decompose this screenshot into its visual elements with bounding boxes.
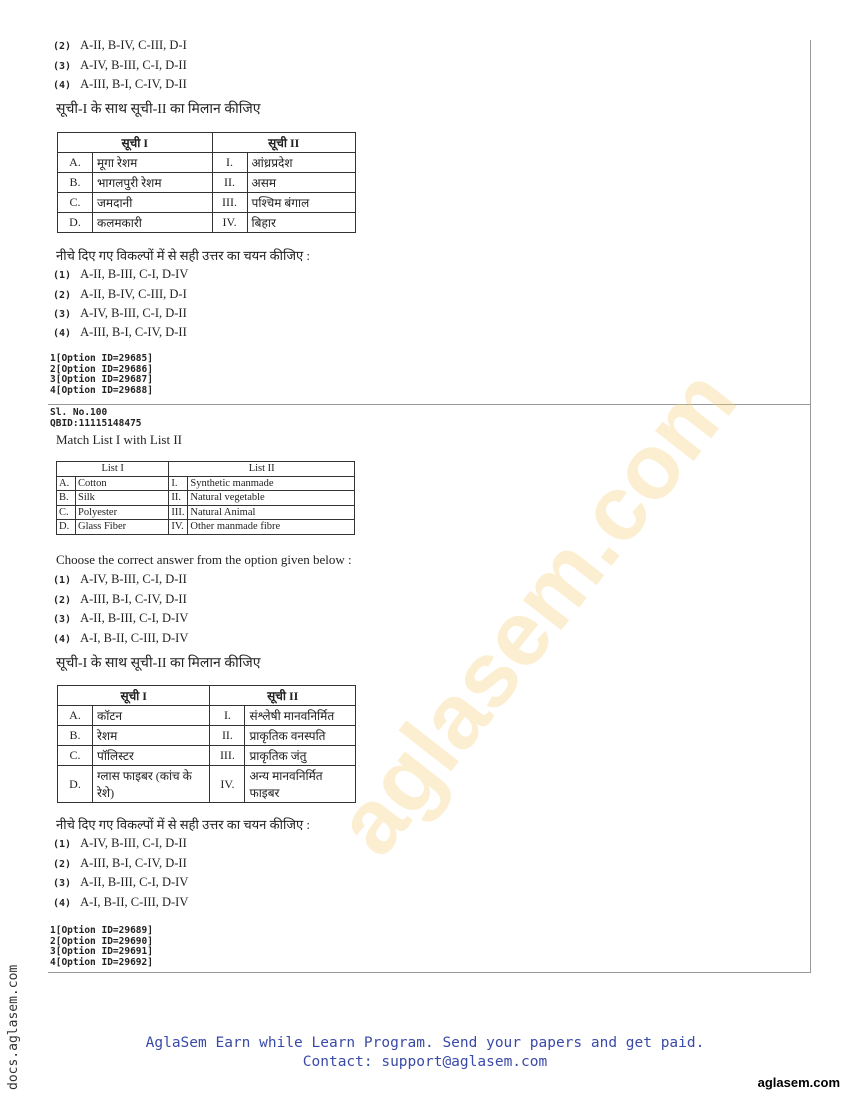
option-item: (3) A-IV, B-III, C-I, D-II	[53, 306, 187, 320]
option-item: (1) A-II, B-III, C-I, D-IV	[53, 267, 189, 281]
option-item: (1) A-IV, B-III, C-I, D-II	[53, 572, 187, 586]
option-item: (2) A-II, B-IV, C-III, D-I	[53, 287, 187, 301]
brand-logo-text[interactable]: aglasem.com	[757, 1075, 840, 1090]
question-prompt-hindi: सूची-I के साथ सूची-II का मिलान कीजिए	[56, 102, 261, 117]
option-item: (2) A-II, B-IV, C-III, D-I	[53, 38, 187, 52]
match-table-hindi: सूची I सूची II A. मूगा रेशम I. आंध्रप्रदेश B. भागलपुरी रेशम II. असम C. जमदानी III. पश्चिम बंगाल D. कलमकारी IV. बिहार	[57, 132, 356, 233]
option-item: (4) A-III, B-I, C-IV, D-II	[53, 77, 187, 91]
table-header: सूची II	[210, 686, 356, 706]
question-prompt-hindi: सूची-I के साथ सूची-II का मिलान कीजिए	[56, 656, 261, 671]
choose-prompt-hindi: नीचे दिए गए विकल्पों में से सही उत्तर का चयन कीजिए :	[56, 817, 311, 832]
table-header: सूची II	[212, 133, 355, 153]
option-item: (3) A-IV, B-III, C-I, D-II	[53, 58, 187, 72]
table-header: List I	[57, 462, 169, 477]
match-table-english: List I List II A. Cotton I. Synthetic manmade B. Silk II. Natural vegetable C. Polyester III. Natural Animal D. Glass Fiber IV. Other manmade fibre	[56, 461, 355, 535]
question-prompt-english: Match List I with List II	[56, 432, 183, 447]
watermark: aglasem.com	[316, 351, 756, 874]
table-header: सूची I	[58, 133, 213, 153]
side-url: docs.aglasem.com	[6, 964, 21, 1090]
match-table-hindi: सूची I सूची II A. कॉटन I. संश्लेषी मानवनिर्मित B. रेशम II. प्राकृतिक वनस्पति C. पॉलिस्टर III. प्राकृतिक जंतु D. ग्लास फाइबर (कांच के रेशे) IV. अन्य मानवनिर्मित फाइबर	[57, 685, 356, 803]
option-item: (1) A-IV, B-III, C-I, D-II	[53, 836, 187, 850]
option-item: (4) A-III, B-I, C-IV, D-II	[53, 325, 187, 339]
question-divider	[48, 404, 810, 405]
option-item: (2) A-III, B-I, C-IV, D-II	[53, 856, 187, 870]
option-item: (4) A-I, B-II, C-III, D-IV	[53, 895, 189, 909]
table-header: सूची I	[58, 686, 210, 706]
option-item: (2) A-III, B-I, C-IV, D-II	[53, 592, 187, 606]
footer-contact: Contact: support@aglasem.com	[302, 1054, 548, 1070]
option-item: (4) A-I, B-II, C-III, D-IV	[53, 631, 189, 645]
option-item: (3) A-II, B-III, C-I, D-IV	[53, 875, 189, 889]
option-id-list: 1[Option ID=29685] 2[Option ID=29686] 3[Option ID=29687] 4[Option ID=29688]	[50, 353, 153, 396]
choose-prompt-english: Choose the correct answer from the option given below :	[56, 552, 352, 567]
option-id-list: 1[Option ID=29689] 2[Option ID=29690] 3[Option ID=29691] 4[Option ID=29692]	[50, 925, 153, 968]
question-meta: Sl. No.100 QBID:11115148475	[50, 407, 142, 429]
table-header: List II	[169, 462, 355, 477]
option-item: (3) A-II, B-III, C-I, D-IV	[53, 611, 189, 625]
choose-prompt-hindi: नीचे दिए गए विकल्पों में से सही उत्तर का चयन कीजिए :	[56, 248, 311, 263]
footer-line-1: AglaSem Earn while Learn Program. Send your papers and get paid.	[145, 1035, 705, 1051]
